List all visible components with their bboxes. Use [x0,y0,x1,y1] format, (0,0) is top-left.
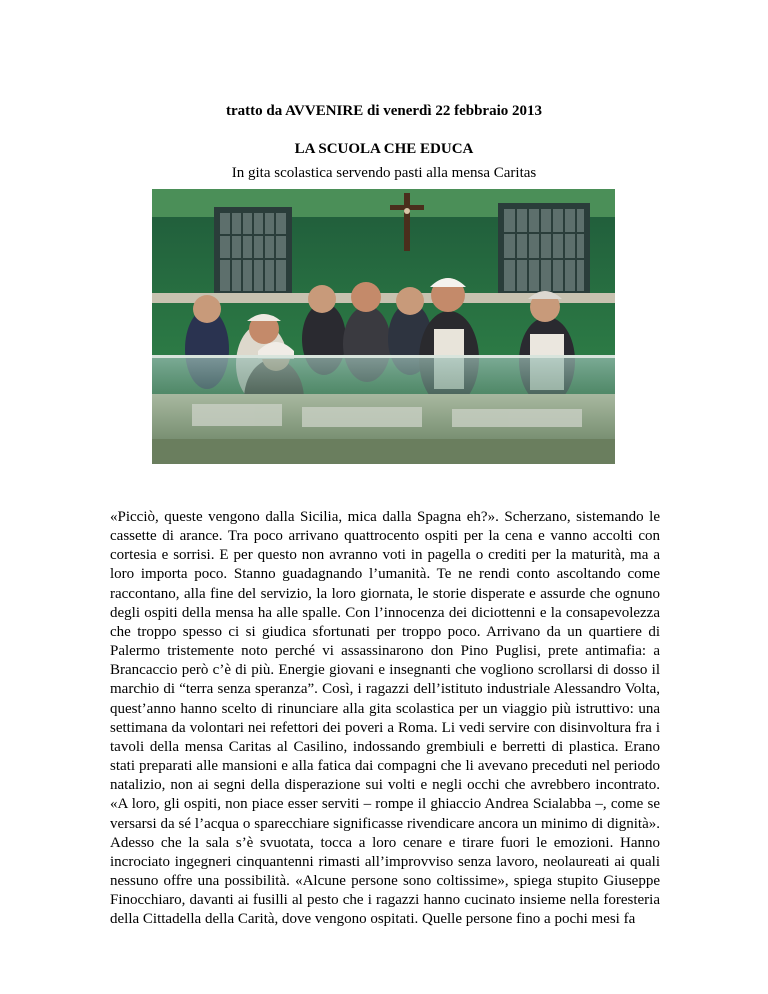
article-subtitle: In gita scolastica servendo pasti alla mensa Caritas [231,165,537,181]
article-paragraph: «Picciò, queste vengono dalla Sicilia, mica dalla Spagna eh?». Scherzano, sistemando le cassette di arance. Tra poco arrivano quattrocento ospiti per la cena e vanno accolti con cortesia e sorrisi. E per questo non avranno voti in pagella o crediti per la maturità, ma a loro importa poco. Stanno guadagnando l’umanità. Te ne rendi conto ascoltando come raccontano, alla fine del servizio, la loro giornata, le storie disperate e assurde che ognuno degli ospiti della mensa ha alle spalle. Con l’innocenza dei diciottenni e la consapevolezza che troppo spesso ci si giudica sfortunati per troppo poco. Arrivano da un quartiere di Palermo tristemente noto perché vi assassinarono don Pino Puglisi, prete antimafia: a Brancaccio però c’è di più. Energie giovani e insegnanti che vogliono scrollarsi di dosso il marchio di “terra senza speranza”. Così, i ragazzi dell’istituto industriale Alessandro Volta, quest’anno hanno scelto di rinunciare alla gita scolastica per un viaggio più istruttivo: una settimana da volontari nei refettori dei poveri a Roma. Li vedi servire con disinvoltura fra i tavoli della mensa Caritas al Casilino, indossando grembiuli e berretti di plastica. Erano stati preparati alle mansioni e alla fatica dai compagni che li avevano preceduti nel periodo natalizio, non ai segni della disperazione sui volti e negli occhi che avrebbero incontrato. «A loro, gli ospiti, non piace esser serviti – rompe il ghiaccio Andrea Scialabba –, come se versarsi da sé l’acqua o sparecchiare significasse rivendicare ancora un minimo di dignità». Adesso che la sala s’è svuotata, tocca a loro cenare e tirare fuori le emozioni. Hanno incrociato ingegneri cinquantenni rimasti all’improvviso senza lavoro, neolaureati ai quali nessuno offre una possibilità. «Alcune persone sono coltissime», spiega stupito Giuseppe Finocchiaro, davanti ai fusilli al pesto che i ragazzi hanno cucinato insieme nella foresteria della Cittadella della Carità, dove vengono ospitati. Quelle persone fino a pochi mesi fa [110,509,660,928]
photo-image [152,189,615,464]
article-body [110,508,660,929]
source-line: tratto da AVVENIRE di venerdì 22 febbraio 2013 [226,103,542,119]
article-title: LA SCUOLA CHE EDUCA [294,141,474,157]
article-photo [152,189,615,464]
